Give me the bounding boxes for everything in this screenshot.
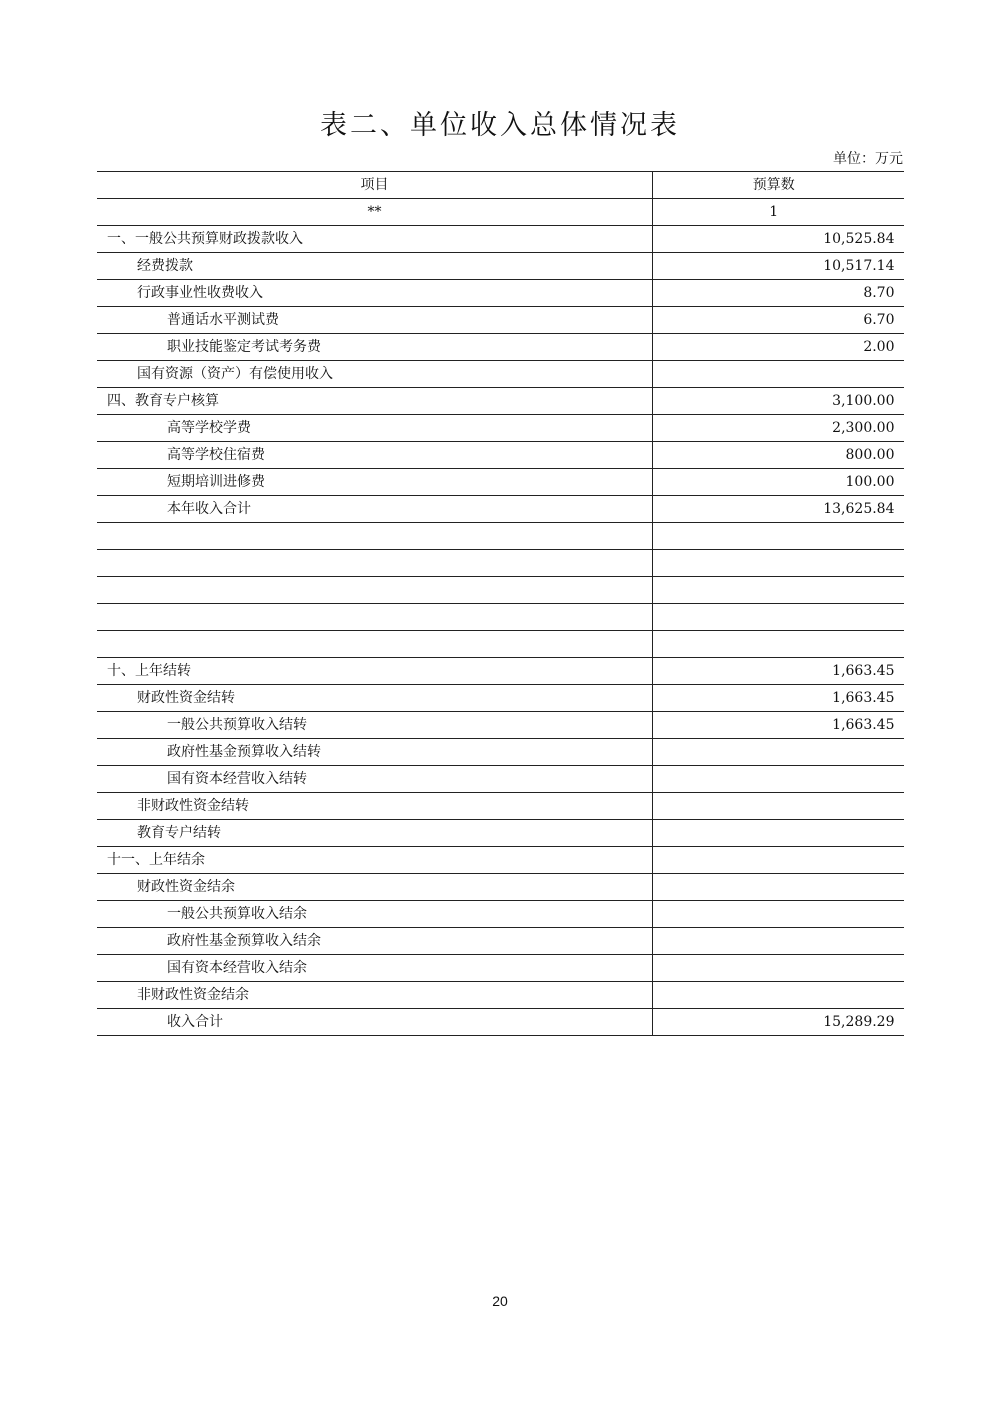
row-budget — [653, 361, 904, 388]
page-title: 表二、单位收入总体情况表 — [320, 110, 680, 141]
row-budget: 15,289.29 — [653, 1009, 904, 1036]
row-budget — [653, 874, 904, 901]
row-budget — [653, 793, 904, 820]
row-budget: 8.70 — [653, 280, 904, 307]
table-row — [97, 469, 904, 496]
row-item — [97, 604, 653, 631]
index-budget: 1 — [653, 199, 904, 226]
row-item — [97, 523, 653, 550]
table-row — [97, 496, 904, 523]
table-row — [97, 685, 904, 712]
table-row — [97, 982, 904, 1009]
row-budget — [653, 901, 904, 928]
table-row — [97, 658, 904, 685]
table-row — [97, 253, 904, 280]
row-item: 非财政性资金结余 — [97, 982, 653, 1009]
table-row — [97, 874, 904, 901]
row-item: 财政性资金结转 — [97, 685, 653, 712]
table-row-empty — [97, 550, 904, 577]
row-item: 行政事业性收费收入 — [97, 280, 653, 307]
row-item: 高等学校学费 — [97, 415, 653, 442]
row-item: 非财政性资金结转 — [97, 793, 653, 820]
table-header-row — [97, 172, 904, 199]
income-table — [97, 171, 904, 1036]
row-item: 十、上年结转 — [97, 658, 653, 685]
row-budget — [653, 550, 904, 577]
row-item: 职业技能鉴定考试考务费 — [97, 334, 653, 361]
table-row-empty — [97, 577, 904, 604]
row-item: 一般公共预算收入结余 — [97, 901, 653, 928]
row-budget: 100.00 — [653, 469, 904, 496]
row-budget: 10,525.84 — [653, 226, 904, 253]
row-budget: 2,300.00 — [653, 415, 904, 442]
row-budget: 1,663.45 — [653, 712, 904, 739]
row-budget — [653, 928, 904, 955]
row-budget: 13,625.84 — [653, 496, 904, 523]
row-budget — [653, 982, 904, 1009]
row-item: 政府性基金预算收入结转 — [97, 739, 653, 766]
unit-label: 单位：万元 — [833, 151, 903, 167]
page-number: 20 — [492, 1293, 508, 1309]
table-row — [97, 334, 904, 361]
table-row — [97, 226, 904, 253]
table-row — [97, 280, 904, 307]
table-row — [97, 712, 904, 739]
row-item: 短期培训进修费 — [97, 469, 653, 496]
table-row — [97, 793, 904, 820]
row-item: 普通话水平测试费 — [97, 307, 653, 334]
row-budget: 800.00 — [653, 442, 904, 469]
row-item: 一般公共预算收入结转 — [97, 712, 653, 739]
row-item: 政府性基金预算收入结余 — [97, 928, 653, 955]
table-row — [97, 361, 904, 388]
row-item: 国有资源（资产）有偿使用收入 — [97, 361, 653, 388]
row-item — [97, 631, 653, 658]
row-item: 四、教育专户核算 — [97, 388, 653, 415]
row-item: 经费拨款 — [97, 253, 653, 280]
row-item: 本年收入合计 — [97, 496, 653, 523]
table-row — [97, 901, 904, 928]
row-item: 财政性资金结余 — [97, 874, 653, 901]
row-budget — [653, 766, 904, 793]
row-item: 国有资本经营收入结转 — [97, 766, 653, 793]
table-row — [97, 955, 904, 982]
header-item: 项目 — [97, 172, 653, 199]
row-budget — [653, 523, 904, 550]
row-item — [97, 577, 653, 604]
row-budget — [653, 847, 904, 874]
row-budget — [653, 820, 904, 847]
row-item: 收入合计 — [97, 1009, 653, 1036]
table-row — [97, 820, 904, 847]
row-budget — [653, 577, 904, 604]
row-budget: 1,663.45 — [653, 685, 904, 712]
table-row — [97, 415, 904, 442]
row-item: 十一、上年结余 — [97, 847, 653, 874]
row-budget: 2.00 — [653, 334, 904, 361]
table-row-total — [97, 1009, 904, 1036]
table-row — [97, 388, 904, 415]
row-budget: 10,517.14 — [653, 253, 904, 280]
row-budget — [653, 604, 904, 631]
table-row — [97, 307, 904, 334]
row-budget — [653, 955, 904, 982]
row-budget: 6.70 — [653, 307, 904, 334]
row-budget: 3,100.00 — [653, 388, 904, 415]
row-item: 一、一般公共预算财政拨款收入 — [97, 226, 653, 253]
table-row — [97, 847, 904, 874]
table-row — [97, 739, 904, 766]
row-item: 高等学校住宿费 — [97, 442, 653, 469]
row-item: 教育专户结转 — [97, 820, 653, 847]
index-item: ** — [97, 199, 653, 226]
table-index-row — [97, 199, 904, 226]
table-row-empty — [97, 523, 904, 550]
row-item: 国有资本经营收入结余 — [97, 955, 653, 982]
table-row-empty — [97, 631, 904, 658]
table-row — [97, 928, 904, 955]
row-budget — [653, 631, 904, 658]
table-row — [97, 766, 904, 793]
table-row — [97, 442, 904, 469]
table-row-empty — [97, 604, 904, 631]
row-budget: 1,663.45 — [653, 658, 904, 685]
row-item — [97, 550, 653, 577]
row-budget — [653, 739, 904, 766]
header-budget: 预算数 — [653, 172, 904, 199]
